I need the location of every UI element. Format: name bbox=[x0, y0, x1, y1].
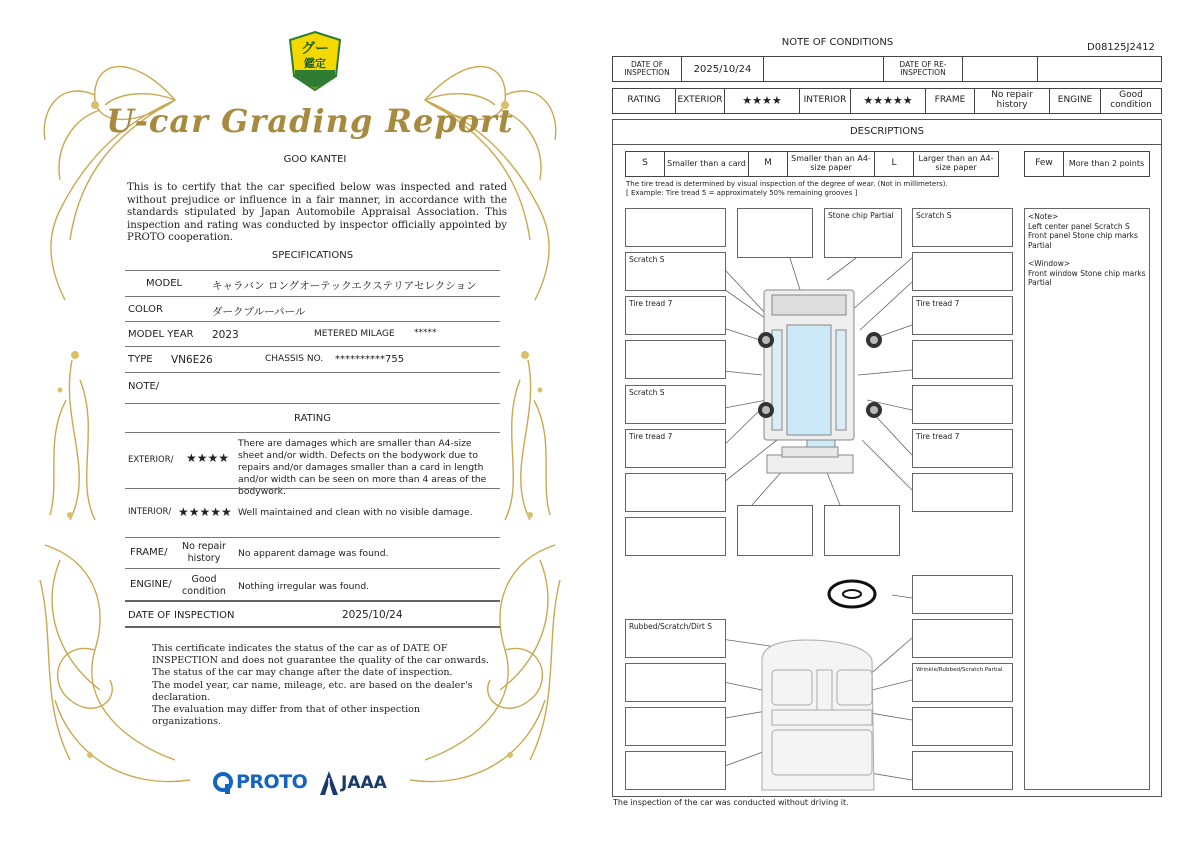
condition-box bbox=[912, 619, 1013, 658]
window-title: <Window> bbox=[1028, 259, 1071, 268]
conditions-title: NOTE OF CONDITIONS bbox=[781, 37, 894, 48]
condition-box bbox=[625, 663, 726, 702]
condition-box bbox=[625, 517, 726, 556]
condition-box bbox=[625, 473, 726, 512]
condition-box bbox=[625, 340, 726, 379]
condition-box-left-5: Tire tread 7 bbox=[625, 429, 726, 468]
condition-box bbox=[625, 707, 726, 746]
disclaimer-line: The evaluation may differ from that of other inspection organizations. bbox=[152, 704, 421, 728]
descriptions-heading: DESCRIPTIONS bbox=[849, 126, 925, 137]
chassis-label: CHASSIS NO. bbox=[265, 354, 324, 364]
exterior-description: There are damages which are smaller than A4-size sheet and/or width. Defects on the bodywork due to repairs and/or damages smaller than a card in length and/or width can be seen on more than 4 areas of the bodywork. bbox=[238, 438, 487, 497]
interior-label: INTERIOR bbox=[799, 88, 851, 114]
date-of-inspection-label: DATE OF INSPECTION bbox=[612, 56, 682, 82]
interior-stars: ★★★★★ bbox=[850, 88, 926, 114]
condition-box-right-5: Tire tread 7 bbox=[912, 429, 1013, 468]
legend-few-key: Few bbox=[1024, 151, 1064, 177]
exterior-stars: ★★★★ bbox=[724, 88, 800, 114]
disclaimer-line: This certificate indicates the status of the car as of DATE OF bbox=[152, 643, 448, 654]
chassis-value: **********755 bbox=[335, 354, 405, 365]
note-of-conditions-sheet bbox=[600, 0, 1200, 848]
frame-value: No repair history bbox=[182, 541, 226, 564]
condition-box-interior-left-1: Rubbed/Scratch/Dirt S bbox=[625, 619, 726, 658]
notes-panel bbox=[1024, 208, 1150, 790]
frame-label: FRAME bbox=[925, 88, 975, 114]
color-label: COLOR bbox=[128, 304, 163, 315]
rating-label: RATING bbox=[612, 88, 676, 114]
condition-box-left-2: Tire tread 7 bbox=[625, 296, 726, 335]
type-label: TYPE bbox=[128, 354, 153, 365]
frame-value: No repair history bbox=[974, 88, 1050, 114]
disclaimer-line: The model year, car name, mileage, etc. are based on the dealer's bbox=[152, 679, 473, 691]
mileage-label: METERED MILAGE bbox=[314, 329, 395, 339]
condition-box-top-front: Stone chip Partial bbox=[824, 208, 902, 258]
legend-l-key: L bbox=[874, 151, 914, 177]
condition-box bbox=[912, 252, 1013, 291]
condition-box bbox=[625, 751, 726, 790]
legend-s-text: Smaller than a card bbox=[664, 151, 749, 177]
engine-value: Good condition bbox=[1100, 88, 1162, 114]
mileage-value: ***** bbox=[414, 328, 437, 338]
condition-box bbox=[912, 473, 1013, 512]
tread-example: [ Example: Tire tread 5 = approximately 50% remaining grooves ] bbox=[626, 189, 858, 197]
exterior-label: EXTERIOR/ bbox=[128, 455, 174, 465]
condition-box bbox=[912, 707, 1013, 746]
condition-box bbox=[912, 385, 1013, 424]
disclaimer-line: INSPECTION and does not guarantee the quality of the car onwards. bbox=[152, 655, 490, 667]
report-subtitle: GOO KANTEI bbox=[283, 154, 347, 165]
badge-text-top: グー bbox=[301, 41, 329, 57]
proto-logo-icon bbox=[212, 771, 234, 795]
note-title: <Note> bbox=[1028, 212, 1059, 221]
model-label: MODEL bbox=[146, 278, 183, 289]
exterior-label: EXTERIOR bbox=[675, 88, 725, 114]
disclaimer-line: declaration. bbox=[152, 691, 211, 703]
color-value: ダークブルーパール bbox=[212, 306, 306, 318]
note-line: Left center panel Scratch S bbox=[1028, 221, 1130, 231]
condition-box bbox=[737, 505, 813, 556]
note-label: NOTE/ bbox=[128, 381, 160, 392]
date-of-inspection-value: 2025/10/24 bbox=[681, 56, 764, 82]
engine-description: Nothing irregular was found. bbox=[238, 581, 370, 592]
window-line: Front window Stone chip marks Partial bbox=[1028, 268, 1146, 287]
proto-logo-text: PROTO bbox=[236, 771, 308, 793]
engine-label: ENGINE bbox=[1049, 88, 1101, 114]
model-year-label: MODEL YEAR bbox=[128, 329, 194, 340]
rating-heading: RATING bbox=[294, 413, 331, 424]
interior-label: INTERIOR/ bbox=[128, 507, 172, 517]
footer-note: The inspection of the car was conducted without driving it. bbox=[613, 798, 849, 807]
certification-text: This is to certify that the car specified below was inspected and rated without prejudice or influence in a fair manner, in accordance with the standards stipulated by Japan Automobile Appraisal Association. This inspection and rating was conducted by inspector officially appointed by PROTO cooperation. bbox=[127, 182, 507, 244]
empty-cell bbox=[763, 56, 886, 82]
type-value: VN6E26 bbox=[171, 354, 213, 366]
badge-text-bottom: 鑑定 bbox=[304, 57, 326, 70]
legend-l-text: Larger than an A4-size paper bbox=[913, 151, 999, 177]
legend-few-text: More than 2 points bbox=[1063, 151, 1150, 177]
condition-box-interior-right-2: Wrinkle/Rubbed/Scratch Partial bbox=[912, 663, 1013, 702]
engine-label: ENGINE/ bbox=[130, 579, 172, 590]
model-year-value: 2023 bbox=[212, 329, 239, 341]
interior-stars: ★★★★★ bbox=[178, 505, 232, 519]
condition-box-left-4: Scratch S bbox=[625, 385, 726, 424]
condition-box bbox=[824, 505, 900, 556]
date-of-inspection-value: 2025/10/24 bbox=[342, 609, 403, 621]
date-of-inspection-label: DATE OF INSPECTION bbox=[128, 610, 235, 621]
jaaa-logo-icon bbox=[319, 770, 339, 796]
engine-value: Good condition bbox=[182, 574, 226, 597]
disclaimer-line: The status of the car may change after the date of inspection. bbox=[152, 667, 453, 679]
exterior-stars: ★★★★ bbox=[186, 451, 230, 465]
condition-box bbox=[737, 208, 813, 258]
specifications-heading: SPECIFICATIONS bbox=[271, 250, 354, 261]
report-title: U-car Grading Report bbox=[106, 102, 514, 140]
interior-description: Well maintained and clean with no visible damage. bbox=[238, 507, 473, 518]
condition-box bbox=[912, 340, 1013, 379]
condition-box-top-right: Scratch S bbox=[912, 208, 1013, 247]
reinspection-value bbox=[962, 56, 1038, 82]
condition-box bbox=[625, 208, 726, 247]
empty-cell bbox=[1037, 56, 1162, 82]
frame-description: No apparent damage was found. bbox=[238, 548, 389, 559]
jaaa-logo-text: JAAA bbox=[341, 773, 387, 793]
disclaimer bbox=[152, 643, 492, 728]
condition-box bbox=[912, 751, 1013, 790]
legend-s-key: S bbox=[625, 151, 665, 177]
condition-box-left-1: Scratch S bbox=[625, 252, 726, 291]
legend-m-text: Smaller than an A4-size paper bbox=[787, 151, 875, 177]
legend-m-key: M bbox=[748, 151, 788, 177]
model-value: キャラバン ロングオーテックエクステリアセレクション bbox=[212, 280, 477, 292]
condition-box-steering bbox=[912, 575, 1013, 614]
tread-note: The tire tread is determined by visual inspection of the degree of wear. (Not in millimeters). bbox=[626, 180, 948, 188]
condition-box-right-2: Tire tread 7 bbox=[912, 296, 1013, 335]
note-line: Front panel Stone chip marks Partial bbox=[1028, 231, 1138, 250]
frame-label: FRAME/ bbox=[130, 547, 168, 558]
document-id: D08125J2412 bbox=[1087, 42, 1155, 53]
reinspection-label: DATE OF RE-INSPECTION bbox=[883, 56, 963, 82]
